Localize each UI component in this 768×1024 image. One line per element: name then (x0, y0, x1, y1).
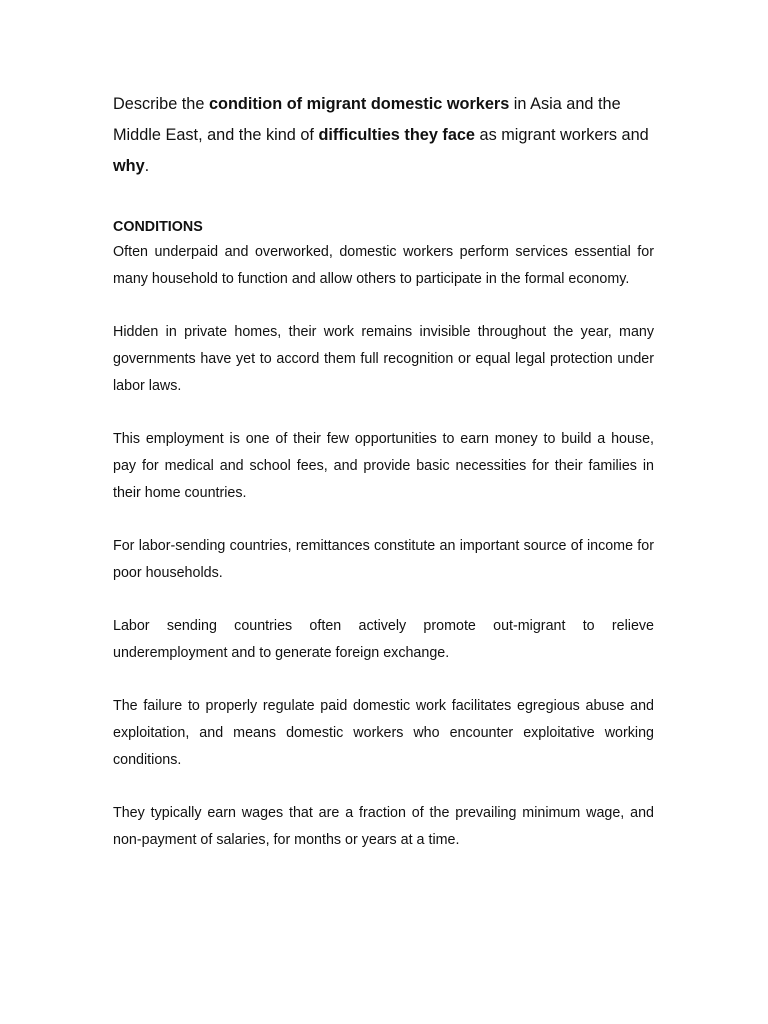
conditions-section (113, 215, 654, 880)
question-emphasis: why (113, 157, 145, 175)
question-part: . (144, 157, 150, 175)
paragraph: The failure to properly regulate paid domestic work facilitates egregious abuse and exploitation, and means domestic workers who encounter exploitative working conditions. (113, 698, 654, 768)
paragraph: Hidden in private homes, their work remains invisible throughout the year, many governments have yet to accord them full recognition or equal legal protection under labor laws. (113, 324, 654, 394)
question-emphasis: condition of migrant domestic workers (208, 95, 510, 113)
paragraph: They typically earn wages that are a fraction of the prevailing minimum wage, and non-payment of salaries, for months or years at a time. (113, 805, 654, 848)
paragraph: This employment is one of their few opportunities to earn money to build a house, pay for medical and school fees, and provide basic necessities for their families in their home countries. (113, 431, 654, 501)
question-part: in Asia and the Middle East, and the kind of (113, 95, 621, 144)
paragraph: For labor-sending countries, remittances constitute an important source of income for poor households. (113, 538, 654, 581)
question-part: Describe the (113, 95, 209, 113)
question-prompt (113, 89, 653, 182)
question-emphasis: difficulties they face (318, 126, 475, 144)
paragraph: Labor sending countries often actively promote out-migrant to relieve underemployment and to generate foreign exchange. (113, 618, 654, 661)
section-heading: CONDITIONS (113, 219, 203, 235)
question-part: as migrant workers and (474, 126, 649, 144)
paragraph: Often underpaid and overworked, domestic workers perform services essential for many household to function and allow others to participate in the formal economy. (113, 244, 654, 287)
